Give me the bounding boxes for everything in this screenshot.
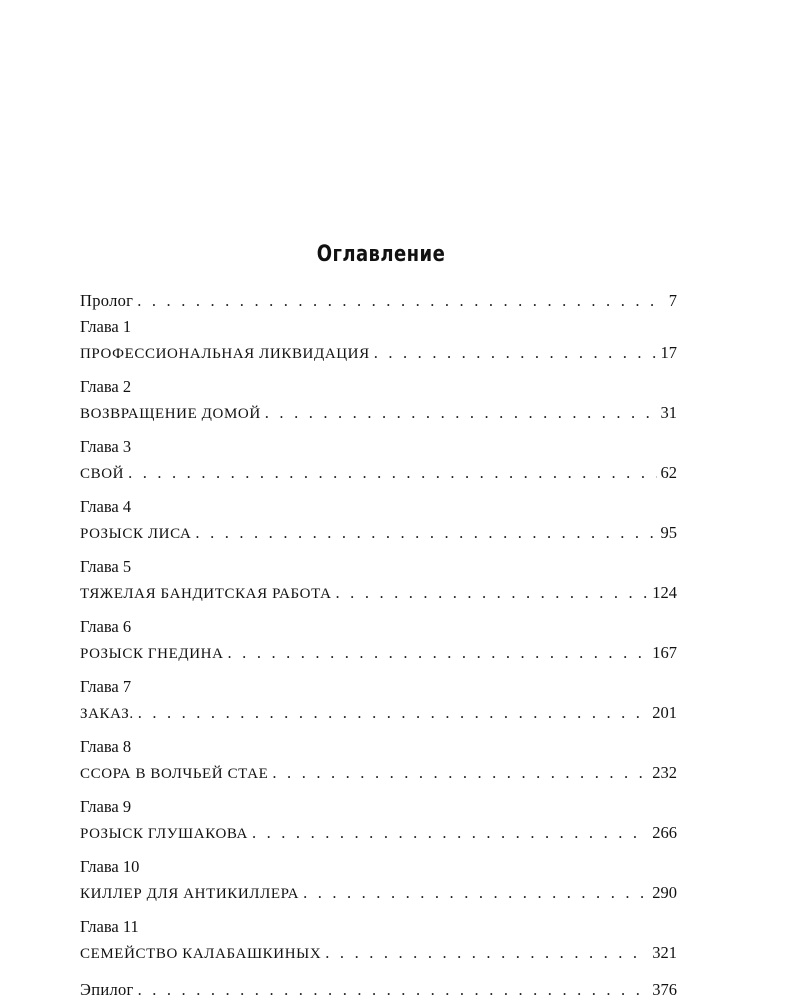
toc-chapter-group [80, 793, 677, 845]
dot-leader [336, 581, 649, 605]
toc-entry[interactable] [80, 941, 677, 965]
dot-leader [195, 521, 656, 545]
toc-chapter-label: Глава 10 [80, 857, 140, 876]
toc-entry-title: Эпилог [80, 980, 134, 999]
toc-list [80, 289, 677, 1002]
toc-entry-prologue[interactable] [80, 289, 677, 313]
toc-chapter-group [80, 373, 677, 425]
toc-entry-title: ВОЗВРАЩЕНИЕ ДОМОЙ [80, 406, 261, 422]
toc-entry[interactable] [80, 641, 677, 665]
toc-chapter-label: Глава 4 [80, 497, 132, 516]
toc-chapter-label: Глава 6 [80, 617, 132, 636]
dot-leader [138, 701, 649, 725]
toc-chapter-label: Глава 2 [80, 377, 132, 396]
toc-page-number: 124 [652, 583, 677, 602]
toc-chapter-group [80, 433, 677, 485]
toc-entry-title: СВОЙ [80, 466, 125, 482]
toc-chapter-label: Глава 5 [80, 557, 132, 576]
toc-entry[interactable] [80, 881, 677, 905]
toc-entry-title: ЗАКАЗ. [80, 706, 134, 722]
toc-entry-title: ПРОФЕССИОНАЛЬНАЯ ЛИКВИДАЦИЯ [80, 346, 370, 362]
dot-leader [303, 881, 648, 905]
toc-entry[interactable] [80, 341, 677, 365]
toc-entry-epilogue[interactable] [80, 978, 677, 1002]
dot-leader [137, 289, 665, 313]
toc-chapter-group [80, 733, 677, 785]
toc-entry[interactable] [80, 701, 677, 725]
toc-entry-title: РОЗЫСК ЛИСА [80, 526, 192, 542]
toc-page-number: 266 [652, 823, 677, 842]
toc-page-number: 290 [652, 883, 677, 902]
toc-entry[interactable] [80, 521, 677, 545]
toc-entry-title: РОЗЫСК ГНЕДИНА [80, 646, 224, 662]
toc-page-number: 31 [660, 403, 677, 422]
dot-leader [374, 341, 657, 365]
chapter-list [80, 313, 677, 965]
toc-entry-title: СЕМЕЙСТВО КАЛАБАШКИНЫХ [80, 946, 322, 962]
toc-page-number: 167 [652, 643, 677, 662]
toc-entry-title: Пролог [80, 291, 134, 310]
toc-entry[interactable] [80, 581, 677, 605]
toc-page-number: 7 [668, 291, 677, 310]
toc-chapter-group [80, 673, 677, 725]
page-title: Оглавление [316, 242, 446, 267]
dot-leader [128, 461, 656, 485]
toc-chapter-group [80, 553, 677, 605]
toc-chapter-group [80, 853, 677, 905]
dot-leader [252, 821, 648, 845]
toc-chapter-label: Глава 8 [80, 737, 132, 756]
toc-page-number: 95 [660, 523, 677, 542]
toc-page-number: 321 [652, 943, 677, 962]
toc-entry-title: ССОРА В ВОЛЧЬЕЙ СТАЕ [80, 766, 269, 782]
toc-chapter-label: Глава 7 [80, 677, 132, 696]
dot-leader [265, 401, 657, 425]
toc-page-number: 62 [660, 463, 677, 482]
toc-chapter-group [80, 613, 677, 665]
toc-page-number: 232 [652, 763, 677, 782]
toc-entry[interactable] [80, 821, 677, 845]
dot-leader [272, 761, 648, 785]
toc-chapter-group [80, 493, 677, 545]
dot-leader [325, 941, 648, 965]
toc-chapter-label: Глава 3 [80, 437, 132, 456]
toc-page-number: 376 [652, 980, 677, 999]
toc-page-number: 201 [652, 703, 677, 722]
toc-chapter-group [80, 913, 677, 965]
toc-chapter-label: Глава 11 [80, 917, 139, 936]
toc-entry-title: КИЛЛЕР ДЛЯ АНТИКИЛЛЕРА [80, 886, 300, 902]
toc-entry-title: ТЯЖЕЛАЯ БАНДИТСКАЯ РАБОТА [80, 586, 332, 602]
toc-entry[interactable] [80, 761, 677, 785]
toc-entry-title: РОЗЫСК ГЛУШАКОВА [80, 826, 248, 842]
dot-leader [228, 641, 649, 665]
toc-page-number: 17 [660, 343, 677, 362]
dot-leader [138, 978, 649, 1002]
toc-chapter-group [80, 313, 677, 365]
toc-chapter-label: Глава 1 [80, 317, 132, 336]
toc-chapter-label: Глава 9 [80, 797, 132, 816]
toc-entry[interactable] [80, 401, 677, 425]
toc-entry[interactable] [80, 461, 677, 485]
